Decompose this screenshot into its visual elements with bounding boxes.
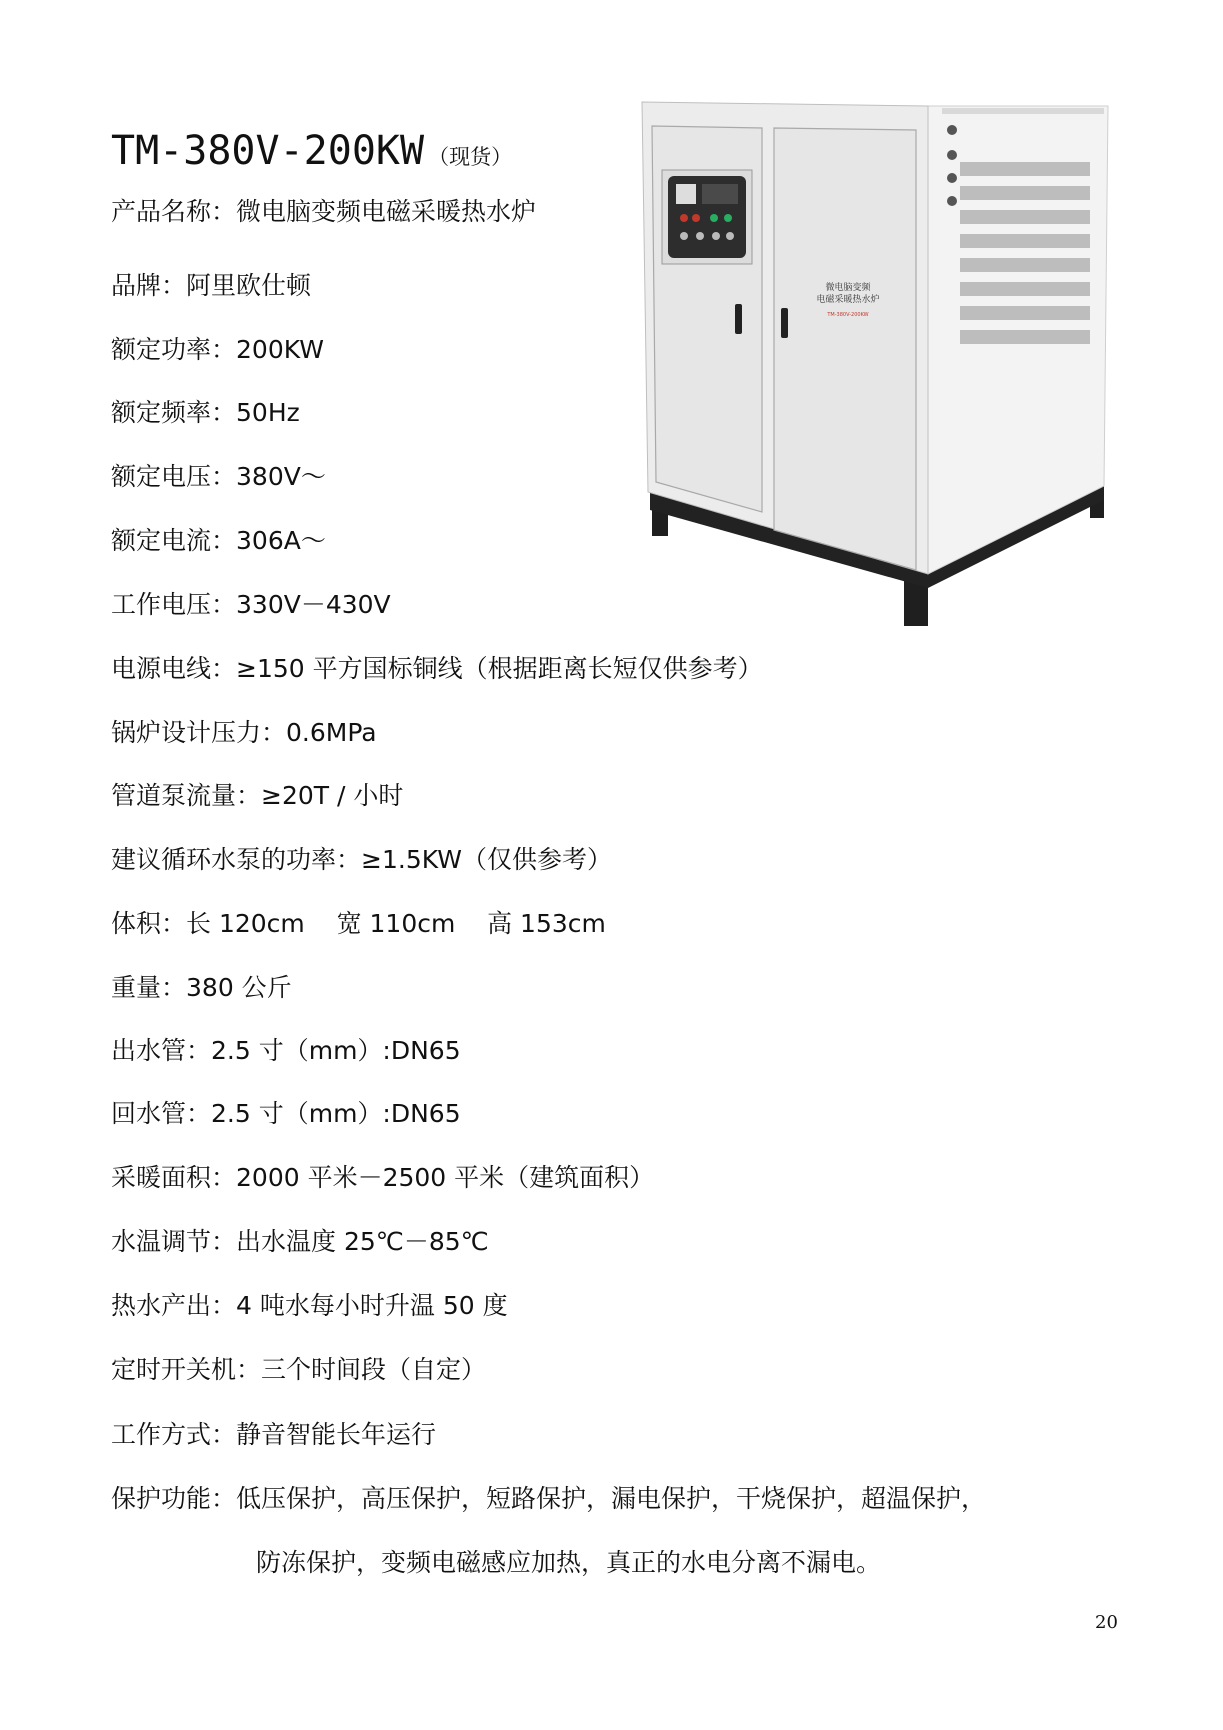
spec-row-brand bbox=[111, 271, 311, 301]
spec-label: 水温调节： bbox=[111, 1227, 237, 1256]
spec-value: 低压保护，高压保护，短路保护，漏电保护，干烧保护，超温保护， bbox=[236, 1484, 987, 1513]
spec-value: 三个时间段（自定） bbox=[261, 1355, 487, 1384]
spec-row-pump-power bbox=[111, 845, 612, 875]
spec-value: 长 120cm 宽 110cm 高 153cm bbox=[186, 909, 606, 938]
protection-continued: 防冻保护，变频电磁感应加热，真正的水电分离不漏电。 bbox=[256, 1548, 882, 1577]
spec-label: 锅炉设计压力： bbox=[111, 718, 287, 747]
spec-label: 产品名称： bbox=[111, 197, 237, 226]
spec-label: 采暖面积： bbox=[111, 1163, 237, 1192]
panel-label-line1: 微电脑变频 bbox=[825, 283, 871, 293]
spec-value: ≥20T / 小时 bbox=[261, 781, 404, 810]
spec-row-hot-water-output bbox=[111, 1291, 508, 1321]
spec-label: 建议循环水泵的功率： bbox=[111, 845, 362, 874]
spec-row-design-pressure bbox=[111, 718, 377, 748]
spec-row-power-cable bbox=[111, 654, 763, 684]
spec-label: 额定电流： bbox=[111, 526, 237, 555]
spec-label: 出水管： bbox=[111, 1036, 212, 1065]
model-title bbox=[111, 128, 512, 174]
spec-row-outlet-pipe bbox=[111, 1036, 461, 1066]
page-number: 20 bbox=[1095, 1612, 1118, 1633]
spec-row-water-temp bbox=[111, 1227, 489, 1257]
spec-row-rated-power bbox=[111, 335, 324, 365]
spec-label: 工作电压： bbox=[111, 590, 237, 619]
spec-label: 额定频率： bbox=[111, 398, 237, 427]
spec-value: 380 公斤 bbox=[186, 973, 292, 1002]
spec-value: 380V～ bbox=[236, 462, 326, 491]
spec-row-work-mode bbox=[111, 1420, 436, 1450]
stock-note: （现货） bbox=[428, 145, 513, 169]
spec-label: 回水管： bbox=[111, 1099, 212, 1128]
spec-value: ≥1.5KW（仅供参考） bbox=[361, 845, 612, 874]
spec-row-rated-current bbox=[111, 526, 326, 556]
spec-value: 0.6MPa bbox=[286, 718, 377, 747]
spec-value: 306A～ bbox=[236, 526, 326, 555]
spec-label: 热水产出： bbox=[111, 1291, 237, 1320]
spec-value: ≥150 平方国标铜线（根据距离长短仅供参考） bbox=[236, 654, 763, 683]
spec-value: 静音智能长年运行 bbox=[236, 1420, 437, 1449]
spec-row-rated-voltage bbox=[111, 462, 326, 492]
spec-label: 重量： bbox=[111, 973, 187, 1002]
spec-label: 额定功率： bbox=[111, 335, 237, 364]
spec-label: 品牌： bbox=[111, 271, 187, 300]
spec-value: 50Hz bbox=[236, 398, 300, 427]
spec-value: 2.5 寸（mm）:DN65 bbox=[211, 1036, 461, 1065]
boiler-cabinet-image bbox=[638, 100, 1118, 630]
spec-label: 管道泵流量： bbox=[111, 781, 262, 810]
spec-value: 微电脑变频电磁采暖热水炉 bbox=[236, 197, 537, 226]
spec-row-return-pipe bbox=[111, 1099, 461, 1129]
panel-model-label: TM-380V-200KW bbox=[827, 312, 869, 318]
spec-row-heating-area bbox=[111, 1163, 654, 1193]
spec-label: 定时开关机： bbox=[111, 1355, 262, 1384]
spec-row-pump-flow bbox=[111, 781, 403, 811]
model-name: TM-380V-200KW bbox=[111, 128, 425, 174]
spec-label: 额定电压： bbox=[111, 462, 237, 491]
spec-value: 4 吨水每小时升温 50 度 bbox=[236, 1291, 508, 1320]
spec-row-working-voltage bbox=[111, 590, 391, 620]
spec-label: 工作方式： bbox=[111, 1420, 237, 1449]
spec-row-volume bbox=[111, 909, 606, 939]
spec-label: 体积： bbox=[111, 909, 187, 938]
panel-label-line2: 电磁采暖热水炉 bbox=[816, 295, 880, 305]
spec-row-rated-frequency bbox=[111, 398, 300, 428]
spec-value: 2000 平米－2500 平米（建筑面积） bbox=[236, 1163, 655, 1192]
spec-row-protection bbox=[111, 1484, 986, 1514]
spec-row-weight bbox=[111, 973, 292, 1003]
spec-row-timer bbox=[111, 1355, 486, 1385]
spec-value: 2.5 寸（mm）:DN65 bbox=[211, 1099, 461, 1128]
spec-value: 出水温度 25℃－85℃ bbox=[236, 1227, 489, 1256]
spec-value: 330V－430V bbox=[236, 590, 391, 619]
spec-label: 电源电线： bbox=[111, 654, 237, 683]
spec-row-product-name bbox=[111, 197, 587, 227]
spec-value: 阿里欧仕顿 bbox=[186, 271, 312, 300]
spec-value: 200KW bbox=[236, 335, 324, 364]
spec-label: 保护功能： bbox=[111, 1484, 237, 1513]
